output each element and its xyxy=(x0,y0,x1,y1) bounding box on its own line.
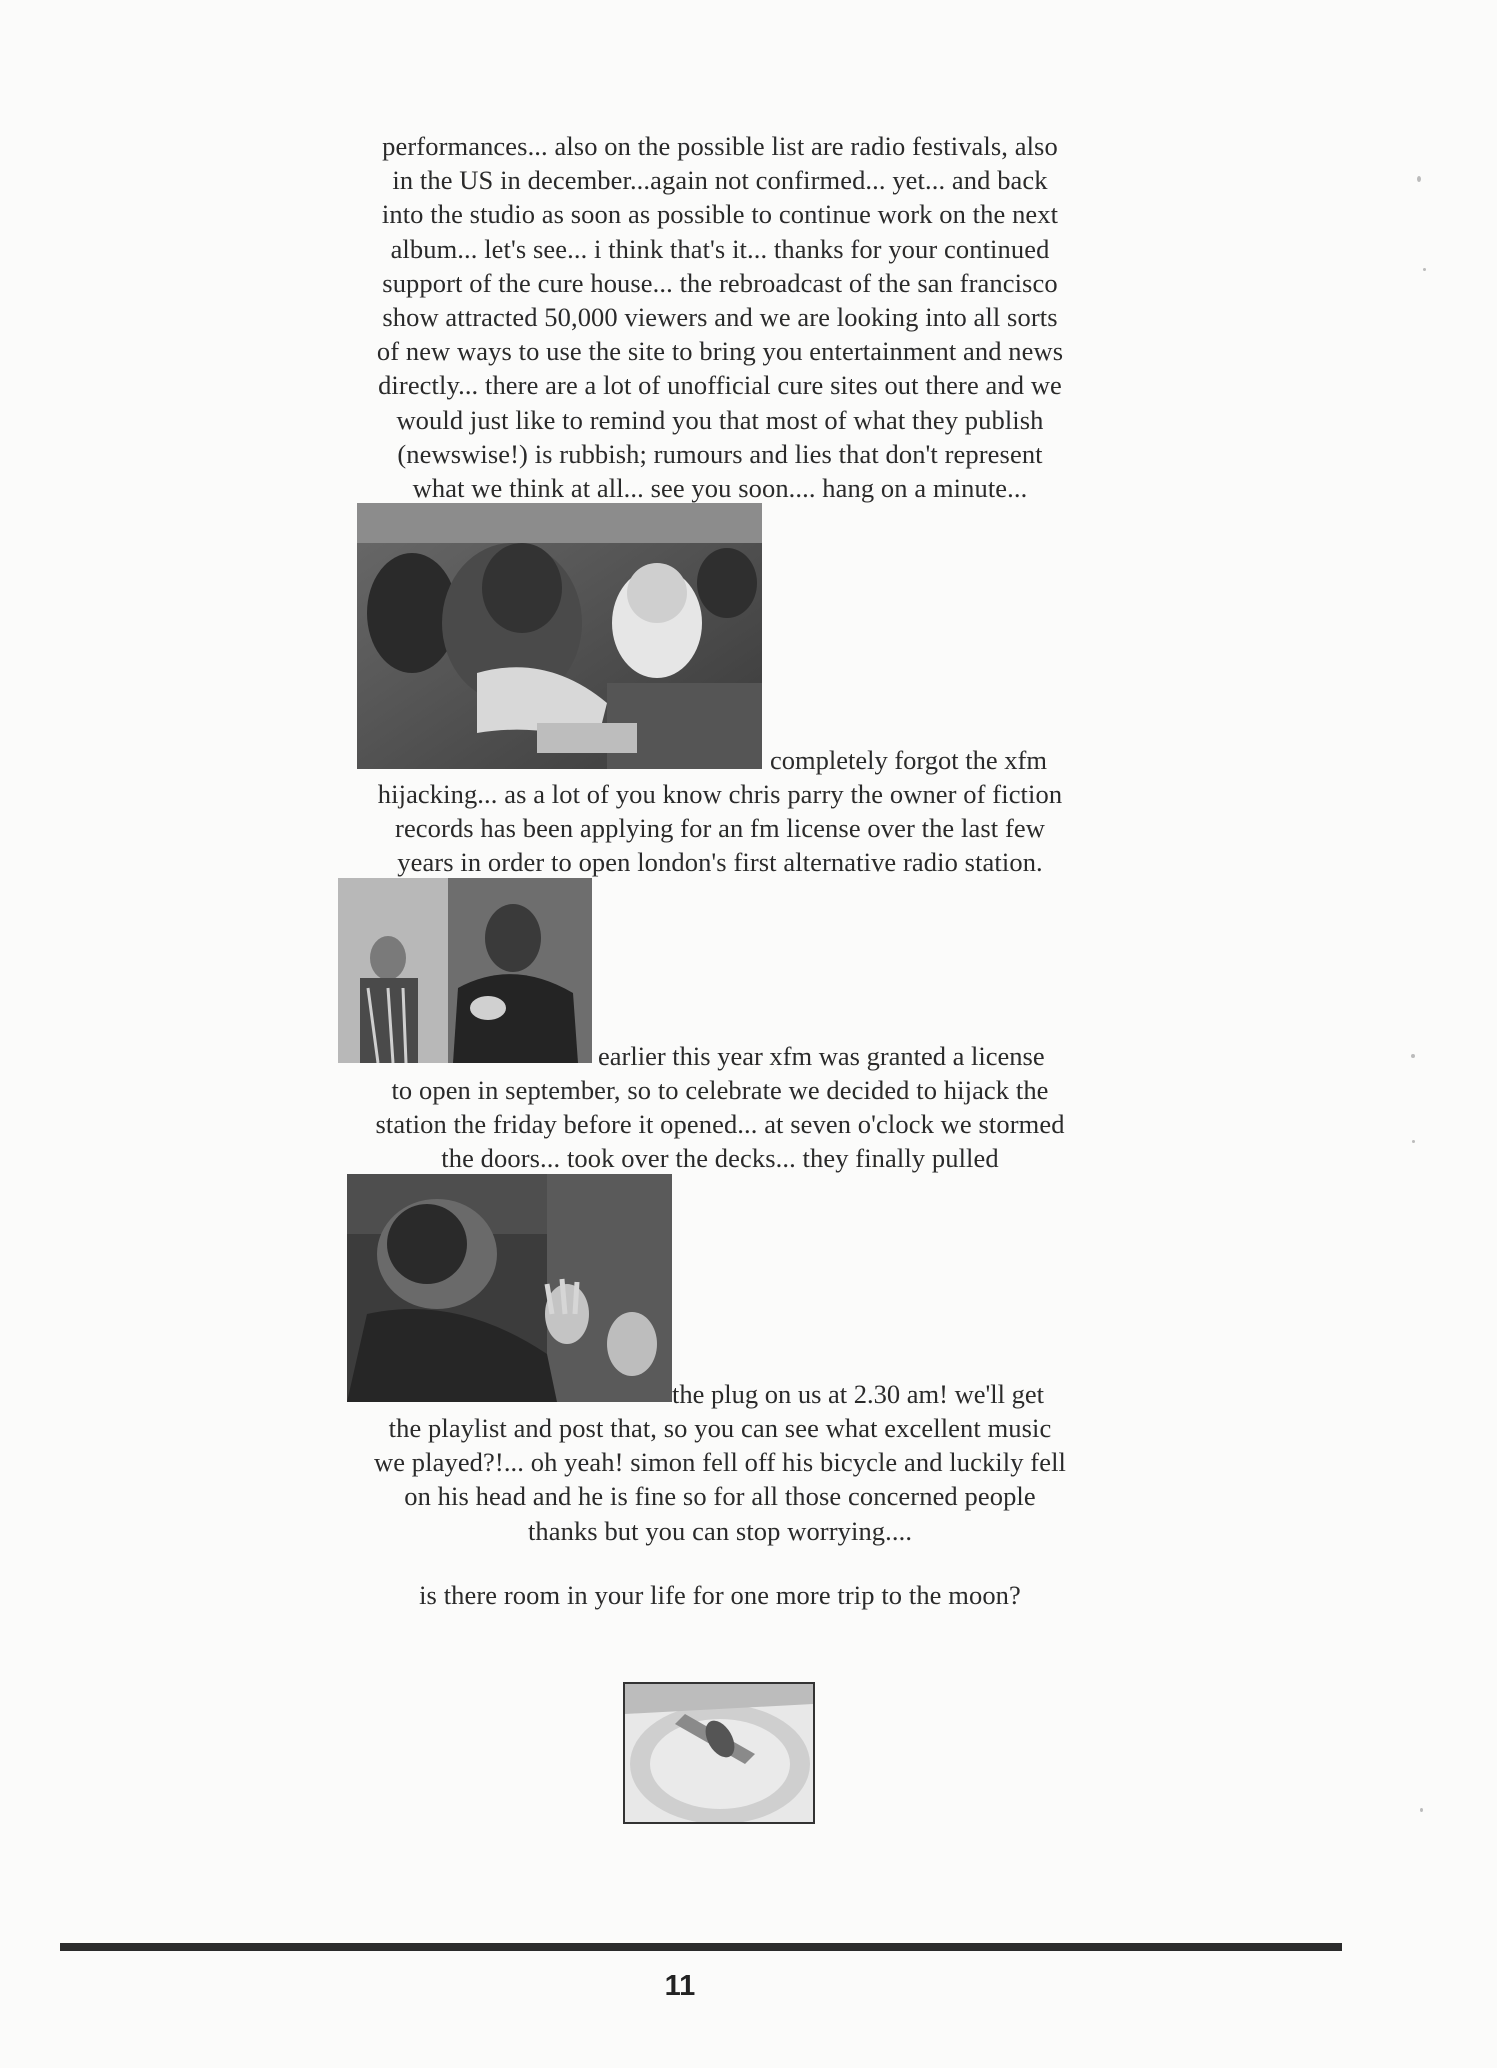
text-line: to open in september, so to celebrate we decided to hijack the xyxy=(391,1075,1049,1105)
photo1-caption: completely forgot the xfm xyxy=(770,745,1047,775)
scan-speck xyxy=(1411,1054,1415,1058)
closing-paragraph xyxy=(320,1578,1120,1612)
photo3-caption: the plug on us at 2.30 am! we'll get xyxy=(672,1379,1045,1409)
text-line: the playlist and post that, so you can see what excellent music xyxy=(388,1413,1052,1443)
text-line: of new ways to use the site to bring you entertainment and news xyxy=(376,336,1064,367)
text-line: album... let's see... i think that's it... thanks for your continued xyxy=(390,233,1050,264)
paragraph-block-4 xyxy=(320,1411,1120,1548)
text-line: support of the cure house... the rebroadcast of the san francisco xyxy=(382,267,1058,298)
text-line: records has been applying for an fm license over the last few xyxy=(395,813,1045,844)
text-line: in the US in december...again not confirmed... yet... and back xyxy=(392,165,1048,196)
footer-rule xyxy=(60,1943,1342,1951)
framed-moon-image xyxy=(623,1682,815,1824)
text-line: (newswise!) is rubbish; rumours and lies that don't represent xyxy=(397,438,1043,469)
text-line: the doors... took over the decks... they finally pulled xyxy=(441,1143,999,1174)
text-line: would just like to remind you that most of what they publish xyxy=(396,404,1044,435)
text-line: performances... also on the possible list are radio festivals, also xyxy=(382,131,1058,161)
paragraph-block-3 xyxy=(320,1073,1120,1176)
photo-two-men xyxy=(338,878,592,1063)
text-line: thanks but you can stop worrying.... xyxy=(527,1515,913,1546)
text-line: we played?!... oh yeah! simon fell off his bicycle and luckily fell xyxy=(373,1447,1067,1478)
text-line: on his head and he is fine so for all those concerned people xyxy=(404,1481,1036,1512)
scan-speck xyxy=(1420,1808,1423,1812)
text-line: years in order to open london's first alternative radio station. xyxy=(397,847,1043,878)
paragraph-block-2 xyxy=(320,777,1120,880)
text-line: station the friday before it opened... at seven o'clock we stormed xyxy=(375,1109,1065,1140)
scan-speck xyxy=(1423,268,1426,271)
text-line: directly... there are a lot of unofficial cure sites out there and we xyxy=(378,370,1062,401)
scan-speck xyxy=(1412,1140,1415,1143)
photo-raised-hands xyxy=(347,1174,672,1402)
text-line: into the studio as soon as possible to continue work on the next xyxy=(381,199,1059,230)
text-line: what we think at all... see you soon.... hang on a minute... xyxy=(412,473,1028,504)
photo-studio-desk xyxy=(357,503,762,769)
closing-line: is there room in your life for one more trip to the moon? xyxy=(419,1580,1021,1610)
scan-speck xyxy=(1417,176,1421,182)
text-line: show attracted 50,000 viewers and we are looking into all sorts xyxy=(382,302,1058,333)
page-number: 11 xyxy=(664,1970,696,2002)
text-line: hijacking... as a lot of you know chris parry the owner of fiction xyxy=(377,779,1063,809)
photo2-caption: earlier this year xfm was granted a license xyxy=(598,1041,1045,1071)
intro-paragraph xyxy=(320,129,1120,505)
